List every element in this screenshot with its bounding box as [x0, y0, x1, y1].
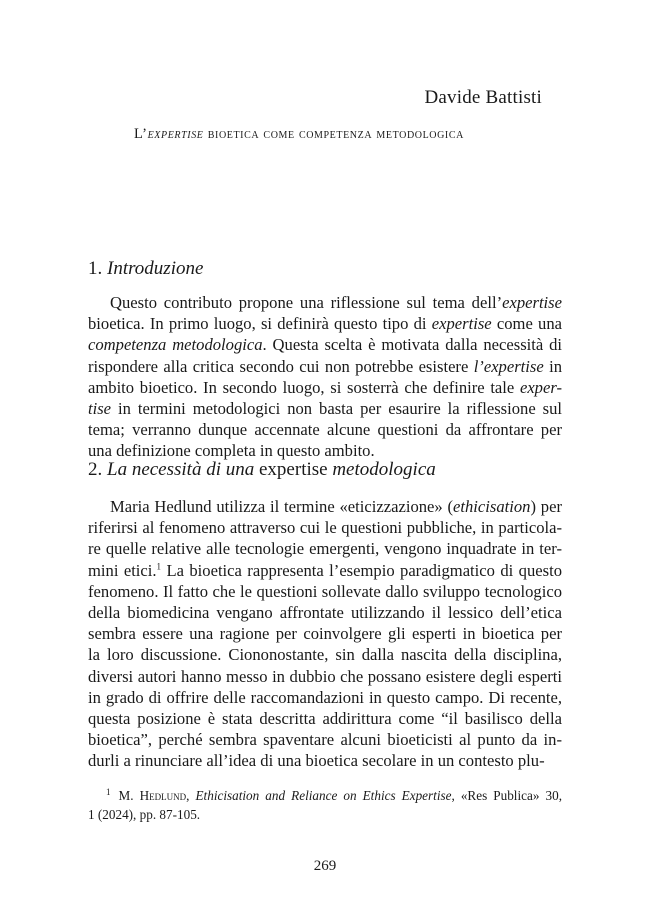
text-run: in	[543, 356, 562, 376]
text-line	[88, 313, 562, 334]
text-run: mini etici.	[88, 560, 157, 580]
text-run: Maria Hedlund utilizza il termine «eticizzazione» (	[110, 497, 454, 516]
text-run: expertise	[502, 293, 562, 312]
text-line	[88, 666, 562, 687]
text-line	[88, 560, 562, 581]
footnote-mark: 1	[106, 786, 111, 797]
text-run: tema; verranno dunque accennate alcune questioni da affrontare per	[88, 420, 562, 440]
text-line	[88, 356, 562, 377]
text-run: come una	[491, 314, 562, 334]
title-italic: expertise	[147, 126, 204, 142]
text-run: in termini metodologici non basta per esaurire la riflessione sul	[111, 399, 562, 419]
text-run: sembra essere una ragione per coinvolgere gli esperti in bioetica per	[88, 624, 562, 644]
footnote-rest: , «Res Publica» 30,	[451, 788, 562, 803]
text-run: fenomeno. Il fatto che le questioni sollevate dallo sviluppo tecnologico	[88, 581, 562, 601]
text-line	[88, 538, 562, 559]
title-prefix: L’	[134, 126, 148, 142]
text-run: ethicisation	[453, 497, 531, 516]
author-name: Davide Battisti	[424, 87, 542, 108]
text-line	[88, 708, 562, 729]
text-run: durli a rinunciare all’idea di una bioetica secolare in un contesto plu-	[88, 751, 545, 771]
text-run: riferirsi al fenomeno attraverso cui le questioni pubbliche, in particola-	[88, 518, 562, 538]
text-run: ) per	[530, 497, 562, 516]
text-run: rispondere alla critica secondo cui non potrebbe esistere	[88, 356, 474, 376]
text-line	[88, 644, 562, 665]
footnote-author: M. Hedlund	[118, 788, 187, 803]
text-run: bioetica. In primo luogo, si definirà questo tipo di	[88, 314, 432, 334]
page-number: 269	[313, 858, 337, 874]
text-line	[88, 687, 562, 708]
section-number: 1.	[88, 258, 103, 279]
paragraph-section-2	[88, 496, 562, 772]
text-line	[88, 398, 562, 419]
text-run: l’expertise	[473, 356, 544, 376]
text-run: in grado di offrire delle raccomandazioni in questo campo. Di recente,	[88, 687, 562, 707]
text-run: della biomedicina vengano affrontate utilizzando il lessico dell’etica	[88, 603, 562, 623]
text-run: re quelle relative alle tecnologie emergenti, vengono inquadrate in ter-	[88, 539, 562, 559]
text-line	[88, 623, 562, 644]
section-title-roman: expertise	[259, 459, 328, 480]
text-line	[88, 496, 562, 517]
section-number: 2.	[88, 459, 103, 480]
text-line	[88, 517, 562, 538]
text-run: questa posizione è stata descritta addirittura come “il basilisco della	[88, 709, 562, 729]
text-run: expertise	[431, 314, 492, 334]
text-run: . Questa scelta è motivata dalla necessità di	[262, 335, 563, 355]
text-line	[88, 377, 562, 398]
paragraph-intro	[88, 292, 562, 462]
text-line	[88, 602, 562, 623]
footnote-comma: ,	[186, 788, 196, 803]
title-rest: bioetica come competenza metodologica	[203, 126, 464, 142]
section-title: Introduzione	[107, 258, 204, 279]
text-run: bioetica”, perché sembra spaventare alcuni bioeticisti al punto da in-	[88, 730, 562, 750]
text-line	[88, 334, 562, 355]
text-run: la loro discussione. Ciononostante, sin dalla nascita della disciplina,	[88, 645, 562, 665]
text-run: Questo contributo propone una riflessione sul tema dell’	[110, 293, 503, 312]
footnote	[88, 786, 562, 825]
text-run: ambito bioetico. In secondo luogo, si sosterrà che definire tale	[88, 377, 520, 397]
section-heading-1	[88, 258, 203, 280]
text-run: 1	[156, 561, 162, 572]
text-line	[88, 750, 562, 771]
text-run: tise	[88, 399, 112, 419]
text-run: La bioetica rappresenta l’esempio paradigmatico di questo	[161, 560, 562, 580]
footnote-title: Ethicisation and Reliance on Ethics Expertise	[195, 788, 452, 803]
text-line	[88, 292, 562, 313]
text-run: exper-	[519, 377, 562, 397]
section-title-part: La necessità di una	[107, 459, 255, 480]
article-title	[134, 126, 464, 143]
text-run: una definizione completa in questo ambito.	[88, 441, 375, 461]
text-line	[88, 419, 562, 440]
text-line	[88, 729, 562, 750]
section-heading-2	[88, 459, 436, 481]
text-line	[88, 581, 562, 602]
footnote-line-2: 1 (2024), pp. 87-105.	[88, 807, 201, 823]
text-run: diversi autori hanno messo in dubbio che possano esistere degli esperti	[88, 666, 562, 686]
text-run: competenza metodologica	[88, 335, 263, 355]
section-title-part: metodologica	[332, 459, 436, 480]
